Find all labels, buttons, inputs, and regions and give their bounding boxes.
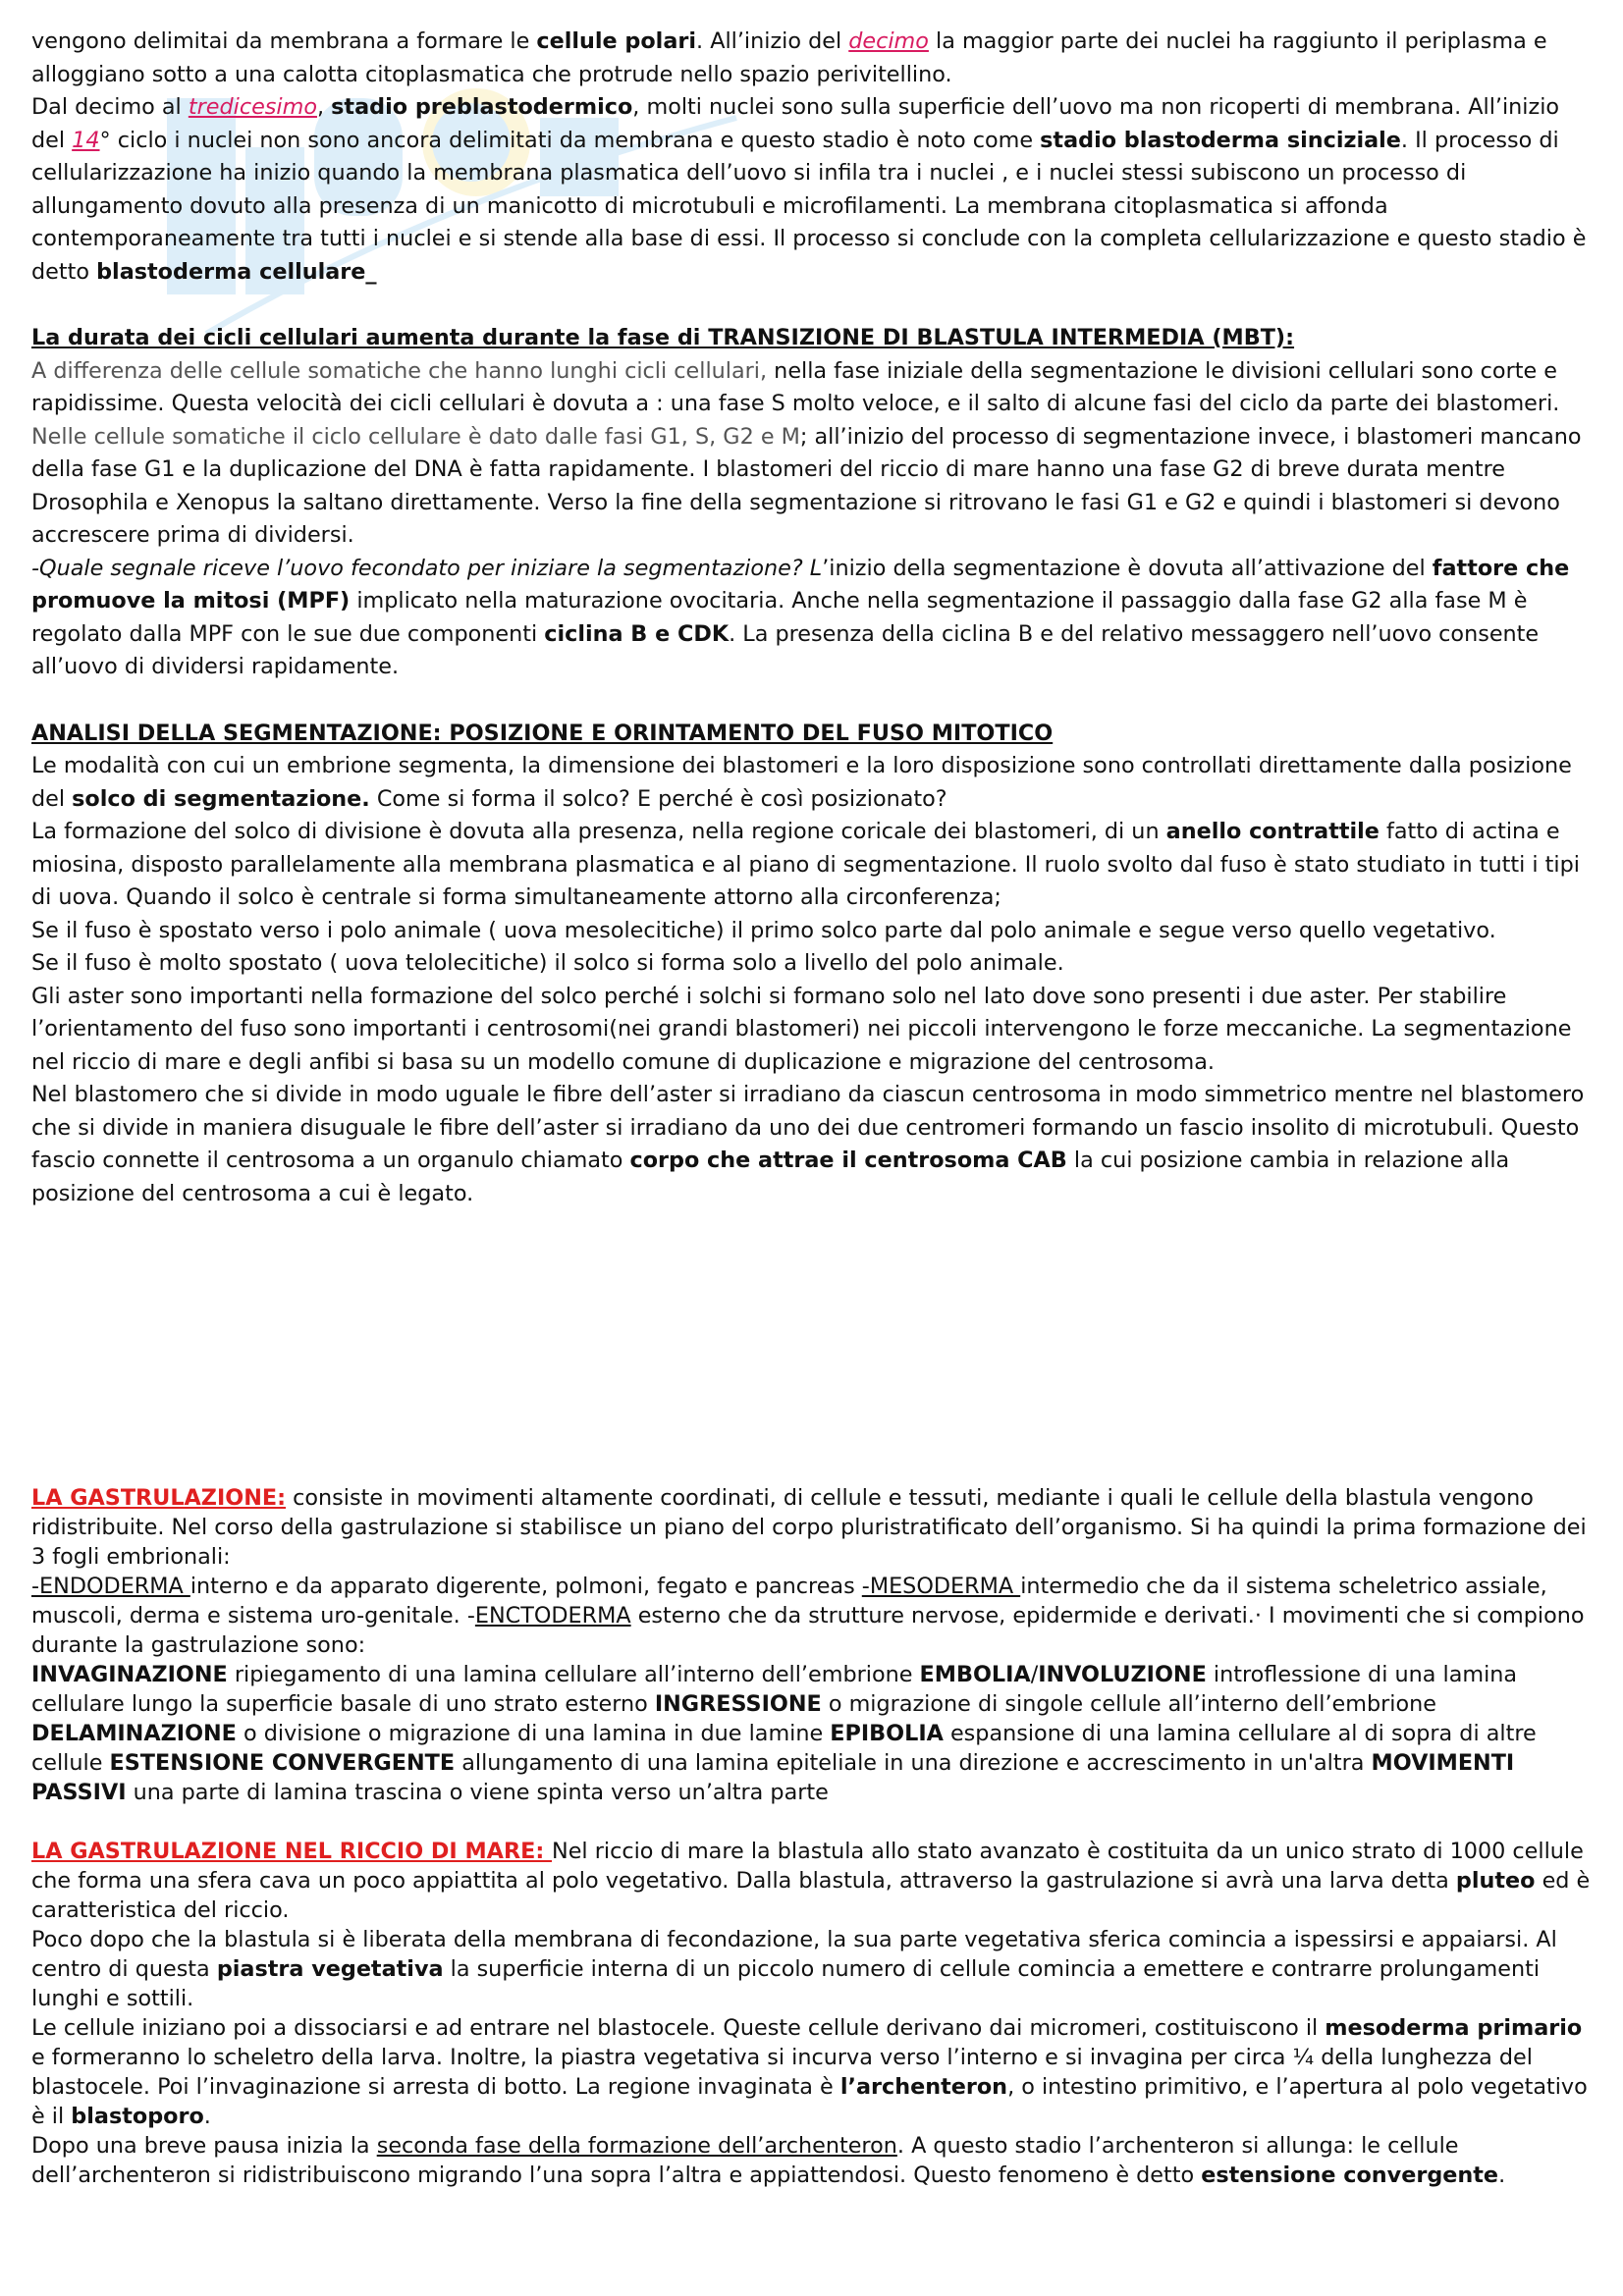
paragraph: Nelle cellule somatiche il ciclo cellulare è dato dalle fasi G1, S, G2 e M; all’inizio del processo di segmentazione invece, i blastomeri mancano della fase G1 e la duplicazione del DNA è fatta rapidamente. I blastomeri del riccio di mare hanno una fase G2 di breve durata mentre Drosophila e Xenopus la saltano direttamente. Verso la fine della segmentazione si ritrovano le fasi G1 e G2 e quindi i blastomeri si devono accrescere prima di dividersi. <box>31 423 1582 548</box>
gastrulation-section <box>31 1483 1598 2190</box>
paragraph: LA GASTRULAZIONE NEL RICCIO DI MARE: Nel riccio di mare la blastula allo stato avanzato è costituita da un unico strato di 1000 cellule che forma una sfera cava un poco appiattita al polo vegetativo. Dalla blastula, attraverso la gastrulazione si avrà una larva detta pluteo ed è caratteristica del riccio. <box>31 1839 1591 1923</box>
paragraph: LA GASTRULAZIONE: consiste in movimenti altamente coordinati, di cellule e tessuti, mediante i quali le cellule della blastula vengono ridistribuite. Nel corso della gastrulazione si stabilisce un piano del corpo pluristratificato dell’organismo. Si ha quindi la prima formazione dei 3 fogli embrionali: -ENDODERMA interno e da apparato digerente, polmoni, fegato e pancreas -MESODERMA intermedio che da il sistema scheletrico assiale, muscoli, derma e sistema uro-genitale. -ENCTODERMA esterno che da strutture nervose, epidermide e derivati.· I movimenti che si compiono durante la gastrulazione sono: <box>31 1485 1587 1658</box>
paragraph: Gli aster sono importanti nella formazione del solco perché i solchi si formano solo nel lato dove sono presenti i due aster. Per stabilire l’orientamento del fuso sono importanti i centrosomi(nei grandi blastomeri) nei piccoli intervengono le forze meccaniche. La segmentazione nel riccio di mare e degli anfibi si basa su un modello comune di duplicazione e migrazione del centrosoma. <box>31 983 1572 1075</box>
paragraph: Nel blastomero che si divide in modo uguale le fibre dell’aster si irradiano da ciascun centrosoma in modo simmetrico mentre nel blastomero che si divide in maniera disuguale le fibre dell’aster si irradiano da uno dei due centromeri formando un fascio insolito di microtubuli. Questo fascio connette il centrosoma a un organulo chiamato corpo che attrae il centrosoma CAB la cui posizione cambia in relazione alla posizione del centrosoma a cui è legato. <box>31 1082 1585 1206</box>
paragraph: Dal decimo al tredicesimo, stadio preblastodermico, molti nuclei sono sulla superficie dell’uovo ma non ricoperti di membrana. All’inizio del 14° ciclo i nuclei non sono ancora delimitati da membrana e questo stadio è noto come stadio blastoderma sinciziale. Il processo di cellularizzazione ha inizio quando la membrana plasmatica dell’uovo si infila tra i nuclei , e i nuclei stessi subiscono un processo di allungamento dovuto alla presenza di un manicotto di microtubuli e microfilamenti. La membrana citoplasmatica si affonda contemporaneamente tra tutti i nuclei e si stende alla base di essi. Il processo si conclude con la completa cellularizzazione e questo stadio è detto blastoderma cellulare_ <box>31 94 1587 285</box>
section-heading: ANALISI DELLA SEGMENTAZIONE: POSIZIONE E ORINTAMENTO DEL FUSO MITOTICO <box>31 720 1054 746</box>
paragraph: Le cellule iniziano poi a dissociarsi e ad entrare nel blastocele. Queste cellule derivano dai micromeri, costituiscono il mesoderma primario e formeranno lo scheletro della larva. Inoltre, la piastra vegetativa si incurva verso l’interno e si invagina per circa ¼ della lunghezza del blastocele. Poi l’invaginazione si arresta di botto. La regione invaginata è l’archenteron, o intestino primitivo, e l’apertura al polo vegetativo è il blastoporo. <box>31 2015 1588 2129</box>
document-body <box>31 26 1598 1210</box>
section-heading: La durata dei cicli cellulari aumenta durante la fase di TRANSIZIONE DI BLASTULA INTERMEDIA (MBT): <box>31 325 1295 350</box>
paragraph: vengono delimitai da membrana a formare le cellule polari. All’inizio del decimo la maggior parte dei nuclei ha raggiunto il periplasma e alloggiano sotto a una calotta citoplasmatica che protrude nello spazio perivitellino. <box>31 28 1547 87</box>
paragraph: INVAGINAZIONE ripiegamento di una lamina cellulare all’interno dell’embrione EMBOLIA/INVOLUZIONE introflessione di una lamina cellulare lungo la superficie basale di uno strato esterno INGRESSIONE o migrazione di singole cellule all’interno dell’embrione DELAMINAZIONE o divisione o migrazione di una lamina in due lamine EPIBOLIA espansione di una lamina cellulare al di sopra di altre cellule ESTENSIONE CONVERGENTE allungamento di una lamina epiteliale in una direzione e accrescimento in un'altra MOVIMENTI PASSIVI una parte di lamina trascina o viene spinta verso un’altra parte <box>31 1662 1537 1805</box>
paragraph: A differenza delle cellule somatiche che hanno lunghi cicli cellulari, nella fase iniziale della segmentazione le divisioni cellulari sono corte e rapidissime. Questa velocità dei cicli cellulari è dovuta a : una fase S molto veloce, e il salto di alcune fasi del ciclo da parte dei blastomeri. <box>31 357 1560 416</box>
paragraph: Se il fuso è molto spostato ( uova telolecitiche) il solco si forma solo a livello del polo animale. <box>31 950 1064 976</box>
paragraph: Se il fuso è spostato verso i polo animale ( uova mesolecitiche) il primo solco parte dal polo animale e segue verso quello vegetativo. <box>31 917 1496 943</box>
paragraph: Le modalità con cui un embrione segmenta, la dimensione dei blastomeri e la loro disposizione sono controllati direttamente dalla posizione del solco di segmentazione. Come si forma il solco? E perché è così posizionato? <box>31 753 1572 812</box>
paragraph: Poco dopo che la blastula si è liberata della membrana di fecondazione, la sua parte vegetativa sferica comincia a ispessirsi e appaiarsi. Al centro di questa piastra vegetativa la superficie interna di un piccolo numero di cellule comincia a emettere e contrarre prolungamenti lunghi e sottili. <box>31 1927 1557 2011</box>
paragraph: -Quale segnale riceve l’uovo fecondato per iniziare la segmentazione? L’inizio della segmentazione è dovuta all’attivazione del fattore che promuove la mitosi (MPF) implicato nella maturazione ovocitaria. Anche nella segmentazione il passaggio dalla fase G2 alla fase M è regolato dalla MPF con le sue due componenti ciclina B e CDK. La presenza della ciclina B e del relativo messaggero nell’uovo consente all’uovo di dividersi rapidamente. <box>31 555 1570 679</box>
paragraph: La formazione del solco di divisione è dovuta alla presenza, nella regione coricale dei blastomeri, di un anello contrattile fatto di actina e miosina, disposto parallelamente alla membrana plasmatica e al piano di segmentazione. Il ruolo svolto dal fuso è stato studiato in tutti i tipi di uova. Quando il solco è centrale si forma simultaneamente attorno alla circonferenza; <box>31 819 1580 910</box>
paragraph: Dopo una breve pausa inizia la seconda fase della formazione dell’archenteron. A questo stadio l’archenteron si allunga: le cellule dell’archenteron si ridistribuiscono migrando l’una sopra l’altra e appiattendosi. Questo fenomeno è detto estensione convergente. <box>31 2133 1506 2188</box>
